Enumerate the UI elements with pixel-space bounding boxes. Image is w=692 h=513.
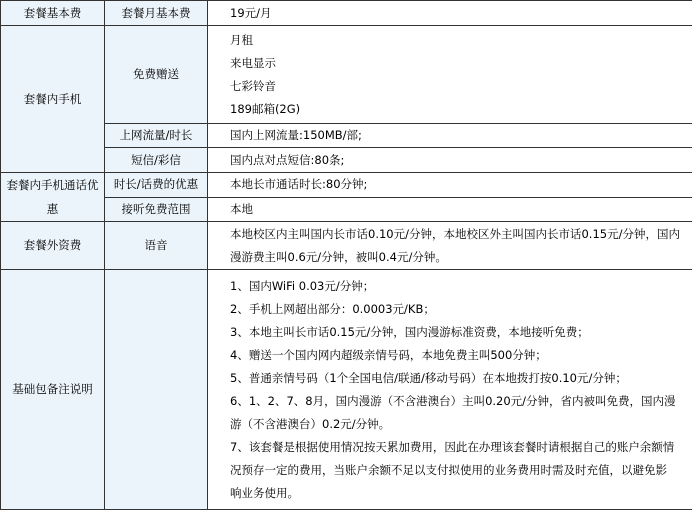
notes-empty-cell — [105, 270, 208, 510]
extra-fee-value — [208, 222, 692, 270]
call-duration-value: 本地长市通话时长:80分钟; — [208, 173, 692, 198]
sms-value: 国内点对点短信:80条; — [208, 148, 692, 173]
free-gift-item: 月租 — [230, 32, 253, 47]
call-discount-label-line1: 套餐内手机通话优 — [6, 178, 99, 192]
basic-fee-label: 套餐基本费 — [1, 1, 105, 26]
basic-fee-value: 19元/月 — [208, 1, 692, 26]
basic-fee-row — [1, 1, 692, 26]
note-line: 3、本地主叫长市话0.15元/分钟，国内漫游标准资费，本地接听免费； — [230, 324, 589, 339]
note-line: 4、赠送一个国内网内超级亲情号码，本地免费主叫500分钟； — [230, 347, 547, 362]
extra-fee-row — [1, 222, 692, 270]
extra-fee-label: 套餐外资费 — [1, 222, 105, 270]
extra-fee-sublabel: 语音 — [105, 222, 208, 270]
basic-fee-sublabel: 套餐月基本费 — [105, 1, 208, 26]
note-line: 2、手机上网超出部分：0.0003元/KB； — [230, 301, 435, 316]
extra-fee-line: 漫游费主叫0.6元/分钟，被叫0.4元/分钟。 — [230, 249, 447, 264]
free-answer-row — [1, 197, 692, 222]
data-label: 上网流量/时长 — [105, 124, 208, 148]
call-duration-label: 时长/话费的优惠 — [105, 173, 208, 198]
notes-label: 基础包备注说明 — [1, 270, 105, 510]
free-gift-row — [1, 26, 692, 124]
free-gift-list — [208, 26, 692, 124]
in-plan-label: 套餐内手机 — [1, 26, 105, 173]
note-line: 游（不含港澳台）0.2元/分钟。 — [230, 416, 391, 431]
call-duration-row — [1, 173, 692, 198]
notes-list — [208, 270, 692, 510]
free-gift-item: 来电显示 — [230, 55, 276, 70]
free-gift-item: 七彩铃音 — [230, 78, 276, 93]
note-line: 响业务使用。 — [230, 485, 299, 500]
free-gift-item: 189邮箱(2G) — [230, 101, 301, 116]
note-line: 1、国内WiFi 0.03元/分钟； — [230, 278, 375, 293]
note-line: 5、普通亲情号码（1个全国电信/联通/移动号码）在本地拨打按0.10元/分钟； — [230, 370, 627, 385]
data-value: 国内上网流量:150MB/部; — [208, 124, 692, 148]
free-gift-label: 免费赠送 — [105, 26, 208, 124]
note-line: 7、该套餐是根据使用情况按天累加费用，因此在办理该套餐时请根据自己的账户余额情 — [230, 439, 675, 454]
extra-fee-line: 本地校区内主叫国内长市话0.10元/分钟，本地校区外主叫国内长市话0.15元/分钟，国内 — [230, 226, 680, 241]
free-answer-value: 本地 — [208, 197, 692, 222]
free-answer-label: 接听免费范围 — [105, 197, 208, 222]
call-discount-label-line2: 惠 — [46, 202, 59, 216]
sms-label: 短信/彩信 — [105, 148, 208, 173]
notes-row — [1, 270, 692, 510]
call-discount-label — [1, 173, 105, 222]
note-line: 6、1、2、7、8月，国内漫游（不含港澳台）主叫0.20元/分钟，省内被叫免费，国内漫 — [230, 393, 676, 408]
note-line: 况预存一定的费用，当账户余额不足以支付拟使用的业务费用时需及时充值，以避免影 — [230, 462, 667, 477]
data-row — [1, 124, 692, 148]
sms-row — [1, 148, 692, 173]
